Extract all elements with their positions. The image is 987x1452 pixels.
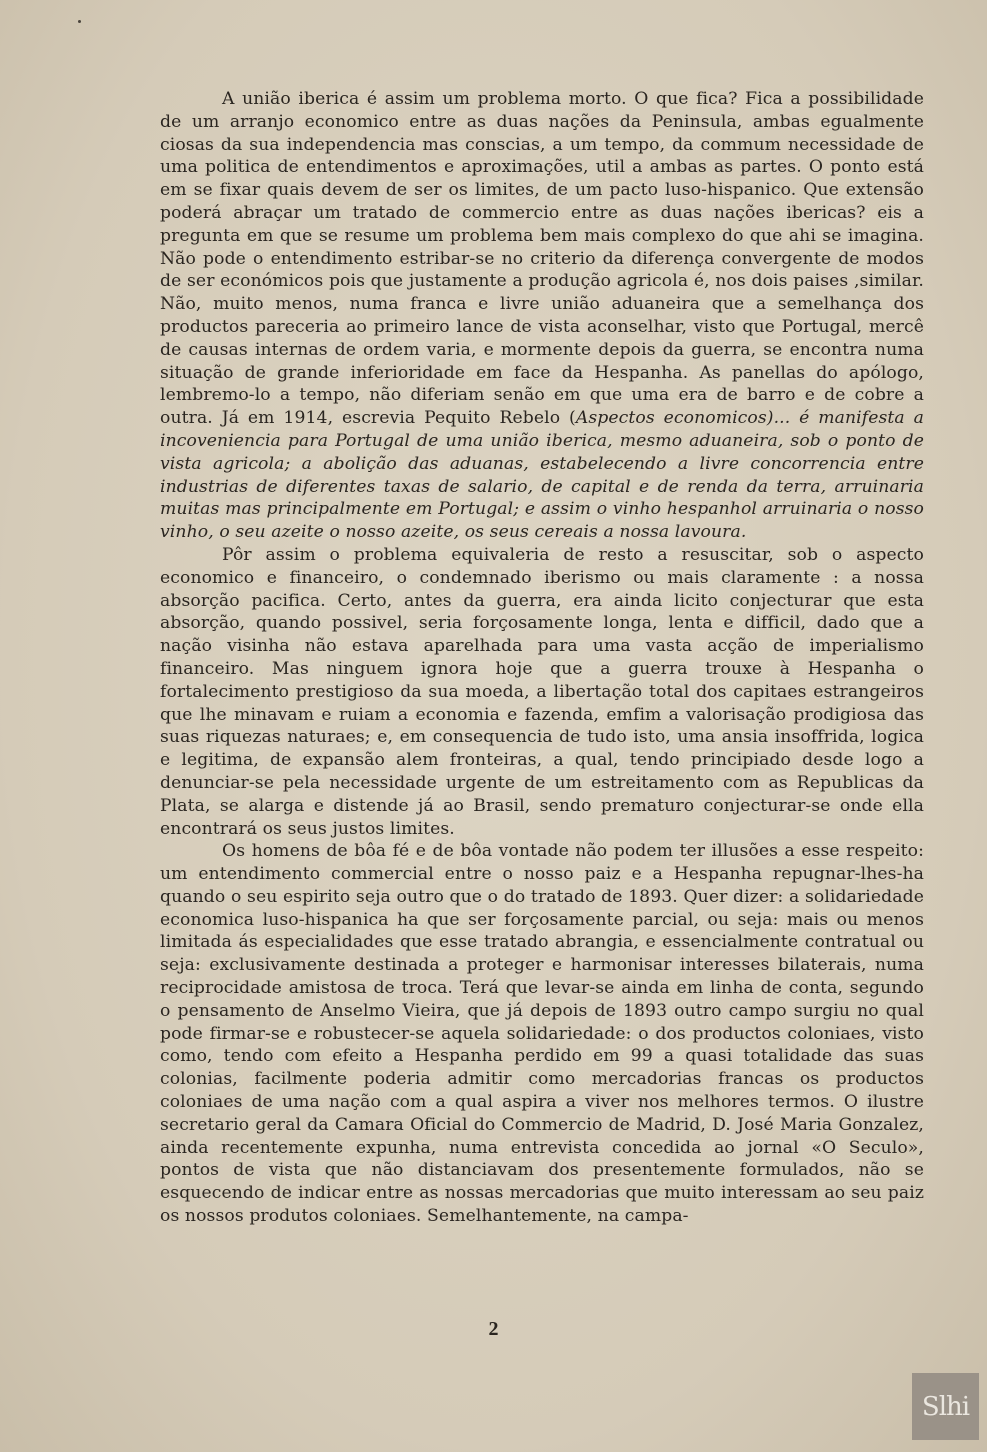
paragraph-1-quote: Aspectos economicos)... é manifesta a incoveniencia para Portugal de uma união iberica, mesmo aduaneira, sob o ponto de vista agricola; a abolição das aduanas, estabelecendo a livre concorrencia entre industrias de diferentes taxas de salario, de capital e de renda da terra, arruinaria muitas mas principalmente em Portugal; e assim o vinho hespanhol arruinaria o nosso vinho, o seu azeite o nosso azeite, os seus cereais a nossa lavoura.	[160, 408, 924, 543]
paragraph-1	[160, 88, 924, 544]
page-body	[160, 88, 924, 1228]
paragraph-1-text: A união iberica é assim um problema morto. O que fica? Fica a possibilidade de um arranjo economico entre as duas nações da Peninsula, ambas egualmente ciosas da sua independencia mas conscias, a um tempo, da commum necessidade de uma politica de entendimentos e aproximações, util a ambas as partes. O ponto está em se fixar quais devem de ser os limites, de um pacto luso-hispanico. Que extensão poderá abraçar um tratado de commercio entre as duas nações ibericas? eis a pregunta em que se resume um problema bem mais complexo do que ahi se imagina. Não pode o entendimento estribar-se no criterio da diferença convergente de modos de ser económicos pois que justamente a produção agricola é, nos dois paises ,similar. Não, muito menos, numa franca e livre união aduaneira que a semelhança dos productos pareceria ao primeiro lance de vista aconselhar, visto que Portugal, mercê de causas internas de ordem varia, e mormente depois da guerra, se encontra numa situação de grande inferioridade em face da Hespanha. As panellas do apólogo, lembremo-lo a tempo, não diferiam senão em que uma era de barro e de cobre a outra. Já em 1914, escrevia Pequito Rebelo (	[160, 89, 924, 429]
paragraph-2	[160, 544, 924, 840]
page-number: 2	[488, 1318, 499, 1340]
library-logo	[912, 1373, 979, 1440]
paragraph-3-text: Os homens de bôa fé e de bôa vontade não podem ter illusões a esse respeito: um entendimento commercial entre o nosso paiz e a Hespanha repugnar-lhes-ha quando o seu espirito seja outro que o do tratado de 1893. Quer dizer: a solidariedade economica luso-hispanica ha que ser forçosamente parcial, ou seja: mais ou menos limitada ás especialidades que esse tratado abrangia, e essencialmente contratual ou seja: exclusivamente destinada a proteger e harmonisar interesses bilaterais, numa reciprocidade amistosa de troca. Terá que levar-se ainda em linha de conta, segundo o pensamento de Anselmo Vieira, que já depois de 1893 outro campo surgiu no qual pode firmar-se e robustecer-se aquela solidariedade: o dos productos coloniaes, visto como, tendo com efeito a Hespanha perdido em 99 a quasi totalidade das suas colonias, facilmente poderia admitir como mercadorias francas os productos coloniaes de uma nação com a qual aspira a viver nos melhores termos. O ilustre secretario geral da Camara Oficial do Commercio de Madrid, D. José Maria Gonzalez, ainda recentemente expunha, numa entrevista concedida ao jornal «O Seculo», pontos de vista que não distanciavam dos presentemente formulados, não se esquecendo de indicar entre as nossas mercadorias que muito interessam ao seu paiz os nossos produtos coloniaes. Semelhantemente, na campa-	[160, 841, 924, 1227]
paragraph-2-text: Pôr assim o problema equivaleria de resto a resuscitar, sob o aspecto economico e financeiro, o condemnado iberismo ou mais claramente : a nossa absorção pacifica. Certo, antes da guerra, era ainda licito conjecturar que esta absorção, quando possivel, seria forçosamente longa, lenta e difficil, dado que a nação visinha não estava aparelhada para uma vasta acção de imperialismo financeiro. Mas ninguem ignora hoje que a guerra trouxe à Hespanha o fortalecimento prestigioso da sua moeda, a libertação total dos capitaes estrangeiros que lhe minavam e ruiam a economia e fazenda, emfim a valorisação prodigiosa das suas riquezas naturaes; e, em consequencia de tudo isto, uma ansia insoffrida, logica e legitima, de expansão alem fronteiras, a qual, tendo principiado desde logo a denunciar-se pela necessidade urgente de um estreitamento com as Republicas da Plata, se alarga e distende já ao Brasil, sendo prematuro conjecturar-se onde ella encontrará os seus justos limites.	[160, 544, 924, 839]
library-logo-text: Slhi	[921, 1391, 970, 1422]
paper-speck	[78, 20, 81, 23]
paragraph-3	[160, 840, 924, 1228]
